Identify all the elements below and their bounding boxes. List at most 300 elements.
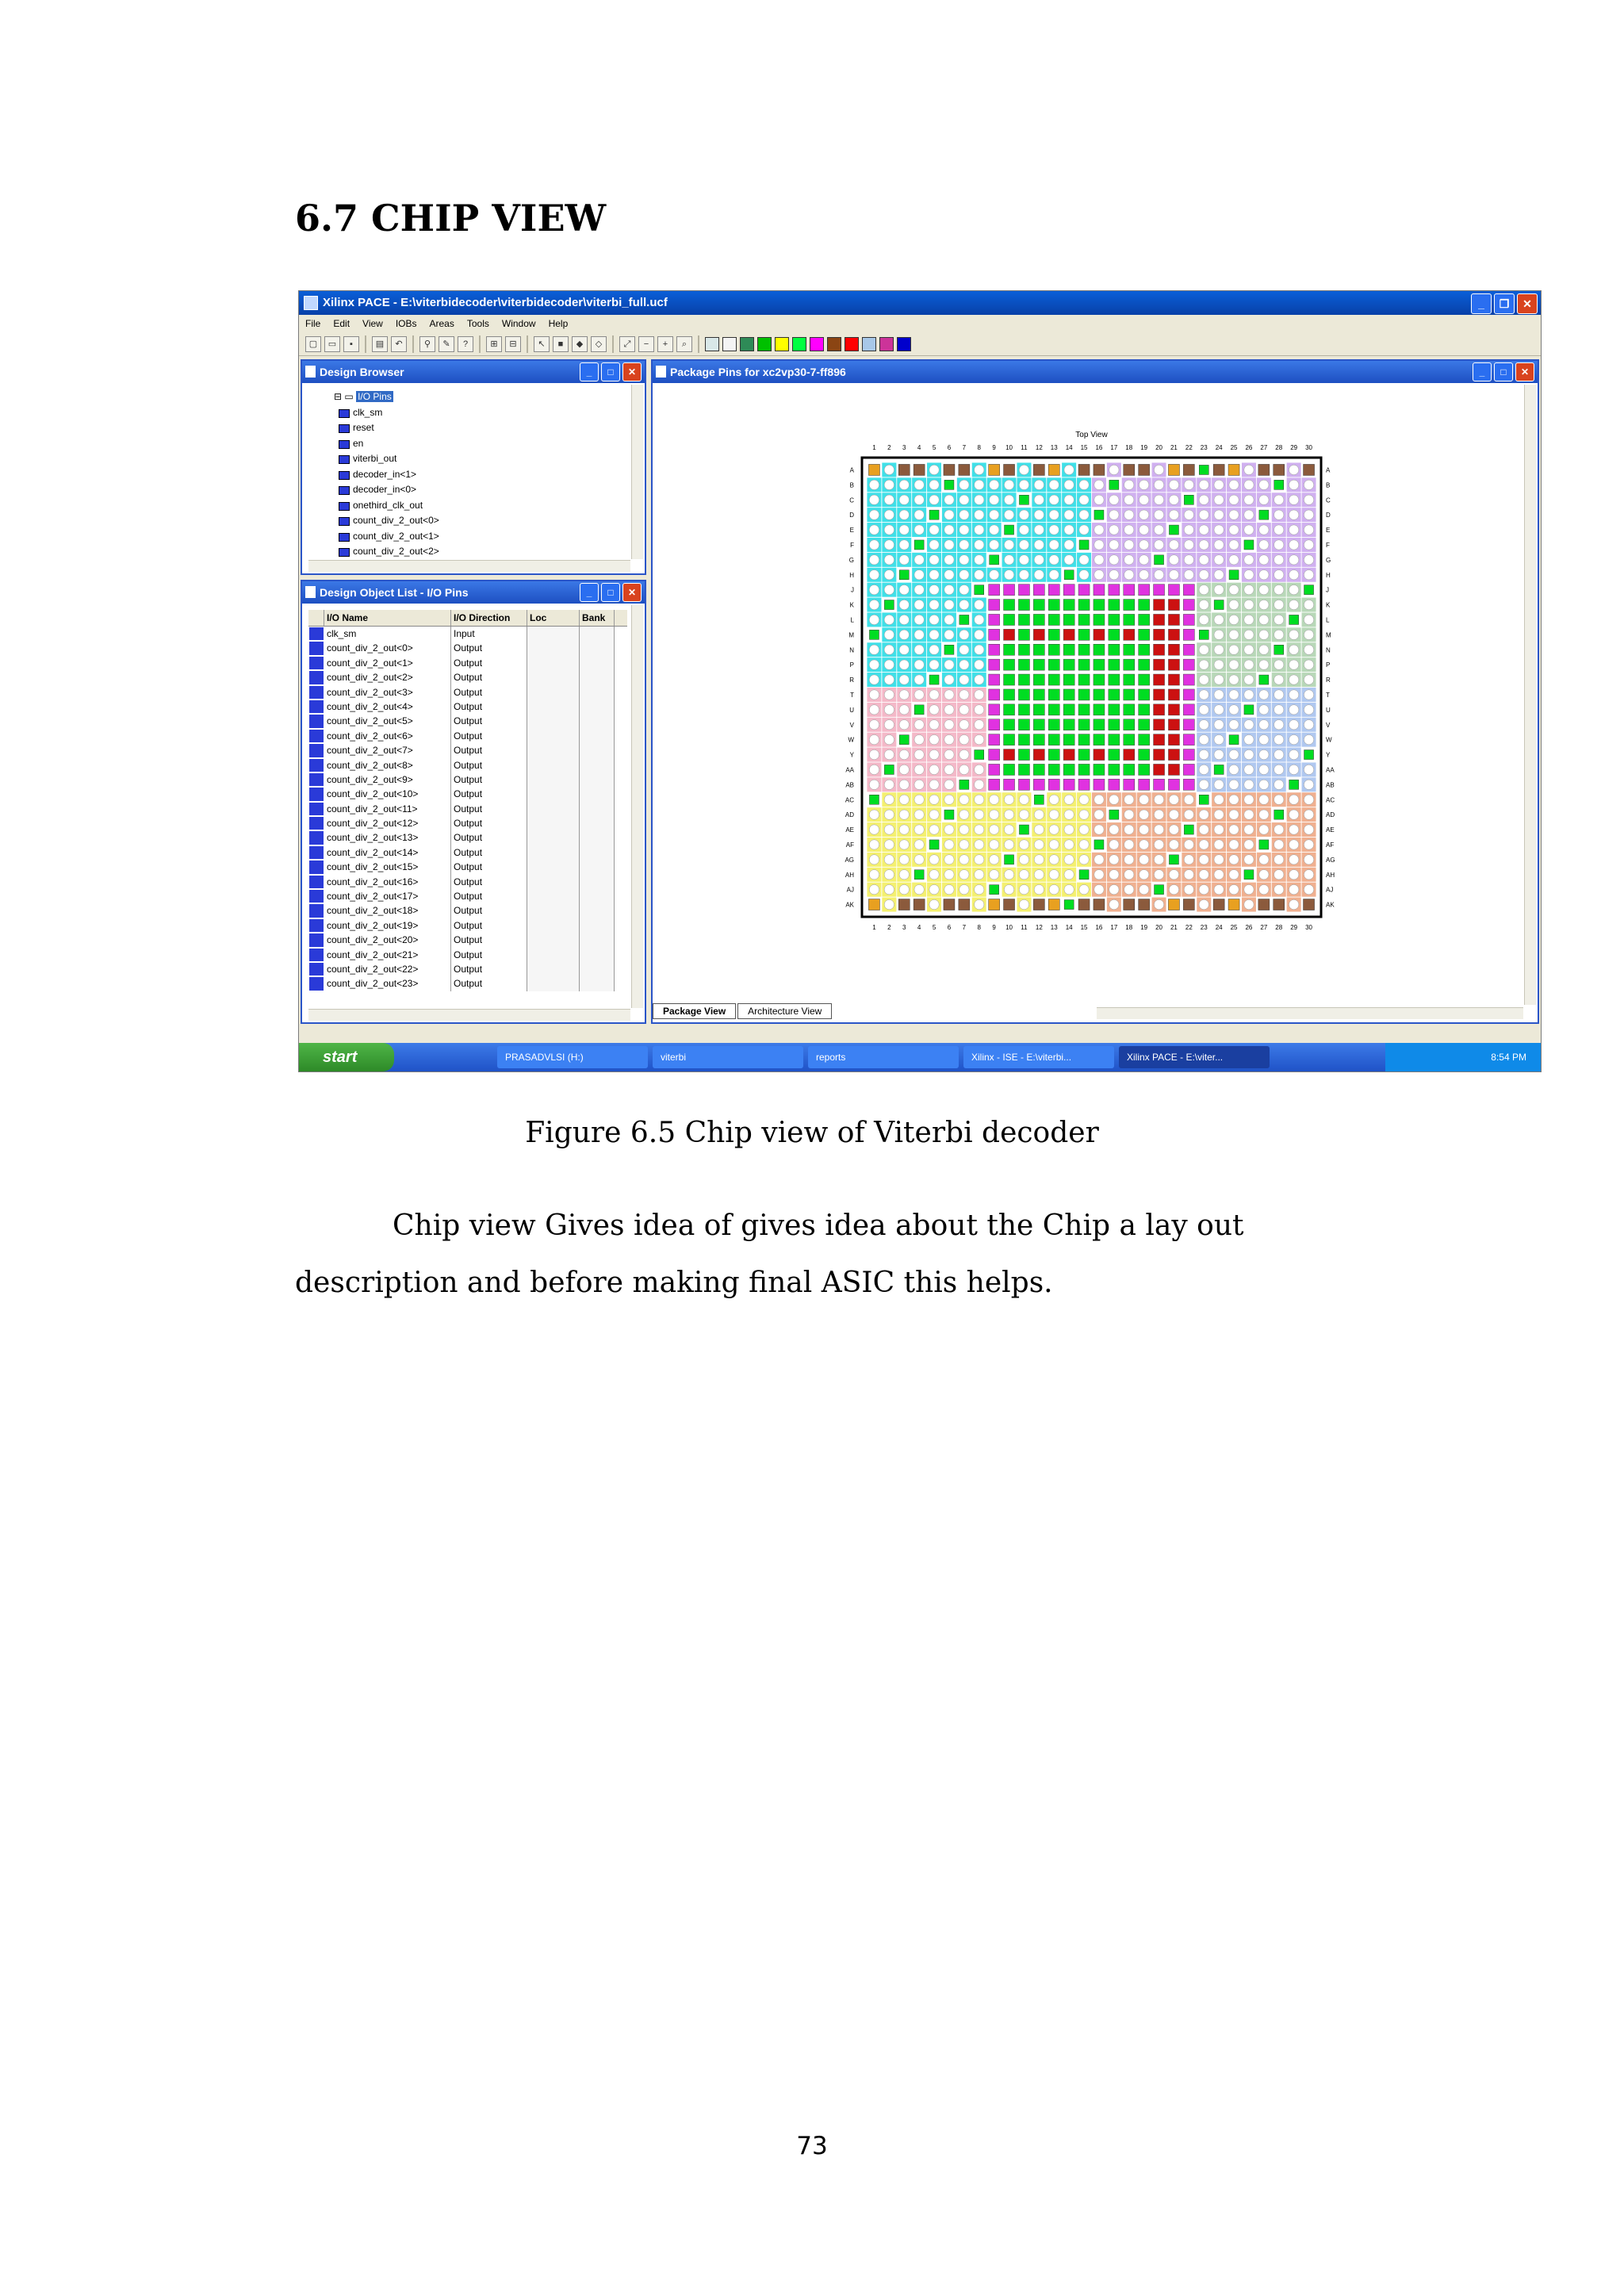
pin[interactable] [899, 495, 909, 504]
pin[interactable] [989, 495, 998, 504]
pin[interactable] [1244, 645, 1254, 654]
pin[interactable] [1169, 840, 1178, 849]
pin[interactable] [914, 540, 924, 550]
pin[interactable] [1183, 764, 1194, 775]
pin[interactable] [1064, 810, 1074, 819]
table-row[interactable]: count_div_2_out<11> Output [308, 802, 627, 816]
color-swatch[interactable] [810, 337, 824, 351]
pin[interactable] [1064, 825, 1074, 834]
pin[interactable] [1168, 899, 1179, 910]
pin[interactable] [1124, 870, 1134, 880]
pin[interactable] [989, 840, 998, 849]
pin[interactable] [1079, 510, 1089, 519]
pin[interactable] [1139, 825, 1148, 834]
pin[interactable] [1034, 480, 1044, 489]
pin[interactable] [1079, 825, 1089, 834]
pin[interactable] [1154, 764, 1165, 775]
pin[interactable] [1078, 629, 1090, 640]
pin[interactable] [869, 690, 879, 700]
pin[interactable] [1078, 600, 1090, 611]
pin[interactable] [1199, 840, 1208, 849]
pin[interactable] [1018, 689, 1029, 700]
color-swatch[interactable] [722, 337, 737, 351]
color-swatch[interactable] [897, 337, 911, 351]
pin[interactable] [1169, 540, 1178, 550]
pin[interactable] [1154, 689, 1165, 700]
pin[interactable] [1139, 510, 1148, 519]
pin[interactable] [1064, 795, 1074, 804]
pin[interactable] [929, 765, 939, 774]
pin[interactable] [899, 749, 909, 759]
pin[interactable] [959, 840, 969, 849]
pin[interactable] [959, 615, 969, 624]
pin[interactable] [1154, 779, 1165, 790]
pin[interactable] [1124, 704, 1135, 715]
pin[interactable] [899, 525, 909, 535]
pin[interactable] [1199, 825, 1208, 834]
pin[interactable] [1019, 510, 1028, 519]
pin[interactable] [1124, 855, 1134, 864]
tree-item[interactable]: count_div_2_out<1> [310, 529, 439, 545]
pin[interactable] [929, 525, 939, 535]
pin[interactable] [1154, 749, 1165, 761]
pin[interactable] [868, 899, 879, 910]
pin[interactable] [1199, 855, 1208, 864]
pin[interactable] [1139, 659, 1150, 670]
pin[interactable] [884, 840, 894, 849]
pin[interactable] [914, 870, 924, 880]
pin[interactable] [1214, 749, 1224, 759]
pin[interactable] [914, 720, 924, 730]
pin[interactable] [1064, 525, 1074, 535]
pin[interactable] [914, 749, 924, 759]
pin[interactable] [1064, 555, 1074, 565]
pin[interactable] [1183, 899, 1194, 910]
pin[interactable] [1169, 810, 1178, 819]
pin[interactable] [929, 630, 939, 639]
pin[interactable] [1289, 465, 1298, 474]
pin[interactable] [1289, 720, 1298, 730]
pin[interactable] [1139, 495, 1148, 504]
pin[interactable] [1199, 510, 1208, 519]
pin[interactable] [1274, 645, 1284, 654]
pin[interactable] [899, 630, 909, 639]
taskbar-item[interactable]: reports [808, 1046, 959, 1068]
pin[interactable] [1004, 480, 1013, 489]
pin[interactable] [1259, 705, 1269, 715]
pin[interactable] [1033, 674, 1044, 685]
color-swatch[interactable] [740, 337, 754, 351]
table-row[interactable]: count_div_2_out<9> Output [308, 772, 627, 787]
color-swatch[interactable] [775, 337, 789, 351]
pin[interactable] [1168, 600, 1179, 611]
pin[interactable] [1184, 510, 1193, 519]
pin[interactable] [1229, 555, 1239, 565]
pin[interactable] [1124, 749, 1135, 761]
pin[interactable] [989, 899, 1000, 910]
pin[interactable] [1289, 734, 1298, 744]
pin[interactable] [1139, 840, 1148, 849]
table-row[interactable]: count_div_2_out<23> Output [308, 976, 627, 991]
pin[interactable] [1063, 600, 1074, 611]
pin[interactable] [989, 855, 998, 864]
pin[interactable] [1018, 734, 1029, 746]
pin[interactable] [944, 855, 954, 864]
pin[interactable] [1229, 765, 1239, 774]
pin[interactable] [989, 719, 1000, 730]
pin[interactable] [989, 825, 998, 834]
pin[interactable] [1168, 629, 1179, 640]
pin[interactable] [914, 795, 924, 804]
pin[interactable] [1259, 884, 1269, 894]
pin[interactable] [1229, 735, 1239, 745]
pin[interactable] [1244, 555, 1254, 565]
pin[interactable] [1109, 525, 1119, 535]
pin[interactable] [1109, 540, 1119, 550]
pin[interactable] [1004, 495, 1013, 504]
pin[interactable] [1078, 644, 1090, 655]
pin[interactable] [989, 870, 998, 880]
pin[interactable] [929, 615, 939, 624]
pin[interactable] [1049, 810, 1059, 819]
pin[interactable] [1094, 764, 1105, 775]
pin[interactable] [1139, 480, 1148, 489]
pin[interactable] [944, 840, 954, 849]
pin[interactable] [1109, 764, 1120, 775]
pin[interactable] [1304, 840, 1313, 849]
pin[interactable] [1048, 659, 1059, 670]
pin[interactable] [1018, 719, 1029, 730]
pin[interactable] [1004, 600, 1015, 611]
pin[interactable] [1048, 764, 1059, 775]
pin[interactable] [1154, 644, 1165, 655]
pin[interactable] [975, 899, 984, 909]
pin[interactable] [1094, 570, 1104, 580]
pin[interactable] [989, 734, 1000, 746]
pin[interactable] [959, 899, 970, 910]
pin[interactable] [1214, 570, 1224, 580]
pin[interactable] [1244, 855, 1254, 864]
pin[interactable] [1078, 585, 1090, 596]
horizontal-scrollbar[interactable] [308, 1009, 630, 1021]
pin[interactable] [989, 795, 998, 804]
pin[interactable] [929, 540, 939, 550]
pin[interactable] [1289, 840, 1298, 849]
pin[interactable] [1259, 540, 1269, 550]
pin[interactable] [1183, 749, 1194, 761]
pin[interactable] [975, 480, 984, 489]
pin[interactable] [1063, 749, 1074, 761]
pin[interactable] [884, 705, 894, 715]
pin[interactable] [1034, 884, 1044, 894]
pin[interactable] [929, 495, 939, 504]
color-swatch[interactable] [879, 337, 894, 351]
pin[interactable] [1183, 779, 1194, 790]
pin[interactable] [869, 615, 879, 624]
pin[interactable] [1154, 629, 1165, 640]
pin[interactable] [1034, 825, 1044, 834]
pin[interactable] [869, 840, 879, 849]
pin[interactable] [1183, 614, 1194, 625]
pin[interactable] [884, 720, 894, 730]
pin[interactable] [1019, 870, 1028, 880]
pin[interactable] [1229, 810, 1239, 819]
pin[interactable] [1274, 660, 1284, 669]
pin[interactable] [1109, 840, 1119, 849]
pin[interactable] [1004, 810, 1013, 819]
pin[interactable] [1304, 495, 1313, 504]
pin[interactable] [975, 495, 984, 504]
pin[interactable] [1079, 570, 1089, 580]
pin[interactable] [959, 630, 969, 639]
pin[interactable] [1139, 540, 1148, 550]
pin[interactable] [899, 855, 909, 864]
pin[interactable] [1274, 765, 1284, 774]
pin[interactable] [1168, 734, 1179, 746]
pin[interactable] [1124, 570, 1134, 580]
pin[interactable] [884, 585, 894, 594]
pin[interactable] [1139, 764, 1150, 775]
pin[interactable] [1259, 585, 1269, 594]
tree-item[interactable]: count_div_2_out<2> [310, 544, 439, 560]
pin[interactable] [1199, 795, 1208, 804]
pin[interactable] [1259, 675, 1269, 684]
pin[interactable] [1229, 630, 1239, 639]
pin[interactable] [869, 675, 879, 684]
pin[interactable] [959, 690, 969, 700]
pin[interactable] [868, 464, 879, 475]
pin[interactable] [1229, 705, 1239, 715]
pin[interactable] [1109, 659, 1120, 670]
pin[interactable] [1183, 585, 1194, 596]
menu-file[interactable]: File [305, 318, 321, 329]
pin[interactable] [1169, 480, 1178, 489]
pin[interactable] [914, 899, 925, 910]
pin[interactable] [869, 495, 879, 504]
pin[interactable] [914, 510, 924, 519]
pin[interactable] [1033, 689, 1044, 700]
pin[interactable] [1139, 585, 1150, 596]
pin[interactable] [884, 765, 894, 774]
pin[interactable] [1154, 585, 1165, 596]
pin[interactable] [1199, 585, 1208, 594]
pin[interactable] [1168, 585, 1179, 596]
pin[interactable] [1168, 689, 1179, 700]
pin[interactable] [899, 690, 909, 700]
pin[interactable] [1078, 749, 1090, 761]
pin[interactable] [1049, 495, 1059, 504]
pin[interactable] [1259, 570, 1269, 580]
pin[interactable] [1259, 780, 1269, 789]
pin[interactable] [1199, 600, 1208, 609]
pin[interactable] [914, 495, 924, 504]
pin[interactable] [1048, 749, 1059, 761]
menu-help[interactable]: Help [548, 318, 569, 329]
pin[interactable] [1244, 899, 1254, 909]
tree-item[interactable]: clk_sm [310, 405, 439, 421]
pin[interactable] [1274, 734, 1284, 744]
pin[interactable] [929, 840, 939, 849]
pin[interactable] [1048, 719, 1059, 730]
pin[interactable] [1214, 795, 1224, 804]
pin[interactable] [1274, 615, 1284, 624]
pin[interactable] [944, 749, 954, 759]
pin[interactable] [1214, 675, 1224, 684]
pin[interactable] [975, 600, 984, 609]
pin[interactable] [1018, 629, 1029, 640]
pin[interactable] [1154, 600, 1165, 611]
pin[interactable] [899, 480, 909, 489]
pin[interactable] [1004, 795, 1013, 804]
pin[interactable] [1109, 719, 1120, 730]
pin[interactable] [1214, 884, 1224, 894]
pin[interactable] [869, 765, 879, 774]
pin[interactable] [989, 704, 1000, 715]
pin[interactable] [1033, 464, 1044, 475]
pin[interactable] [959, 705, 969, 715]
pin[interactable] [929, 780, 939, 789]
pin[interactable] [959, 884, 969, 894]
pin[interactable] [1259, 840, 1269, 849]
pin[interactable] [1244, 840, 1254, 849]
tree-item[interactable]: reset [310, 420, 439, 436]
pin[interactable] [1034, 810, 1044, 819]
pin[interactable] [1019, 480, 1028, 489]
find-icon[interactable]: ⚲ [419, 336, 435, 352]
pin[interactable] [898, 899, 910, 910]
pin[interactable] [944, 570, 954, 580]
pin[interactable] [944, 734, 954, 744]
pin[interactable] [959, 780, 969, 789]
pin[interactable] [869, 810, 879, 819]
pin[interactable] [1139, 525, 1148, 535]
pin[interactable] [1184, 540, 1193, 550]
pin[interactable] [1154, 855, 1163, 864]
pin[interactable] [1049, 855, 1059, 864]
pin[interactable] [1004, 614, 1015, 625]
pin[interactable] [1124, 764, 1135, 775]
pin[interactable] [1274, 675, 1284, 684]
pin[interactable] [1018, 779, 1029, 790]
pin[interactable] [1139, 884, 1148, 894]
pin[interactable] [989, 659, 1000, 670]
pin[interactable] [1229, 570, 1239, 580]
pin[interactable] [929, 585, 939, 594]
pin[interactable] [1199, 615, 1208, 624]
pin[interactable] [1229, 884, 1239, 894]
pin[interactable] [1168, 704, 1179, 715]
pin[interactable] [975, 870, 984, 880]
pin[interactable] [1048, 779, 1059, 790]
pin[interactable] [1124, 495, 1134, 504]
pin[interactable] [1304, 690, 1313, 700]
pin[interactable] [1064, 465, 1074, 474]
pin[interactable] [1289, 884, 1298, 894]
table-row[interactable]: count_div_2_out<2> Output [308, 670, 627, 684]
pin[interactable] [959, 525, 969, 535]
pin[interactable] [1304, 600, 1313, 609]
pin[interactable] [1004, 825, 1013, 834]
pin[interactable] [1229, 510, 1239, 519]
pin[interactable] [1094, 540, 1104, 550]
tree-item[interactable]: viterbi_out [310, 451, 439, 467]
pin[interactable] [1259, 600, 1269, 609]
pin[interactable] [1019, 570, 1028, 580]
pin[interactable] [1244, 795, 1254, 804]
pin[interactable] [1139, 704, 1150, 715]
pin[interactable] [1154, 614, 1165, 625]
pin[interactable] [1019, 555, 1028, 565]
pin[interactable] [1033, 734, 1044, 746]
pin[interactable] [1183, 644, 1194, 655]
pin[interactable] [899, 585, 909, 594]
pin[interactable] [989, 480, 998, 489]
pin[interactable] [1094, 659, 1105, 670]
pin[interactable] [1079, 884, 1089, 894]
pin[interactable] [1124, 464, 1135, 475]
pin[interactable] [1259, 630, 1269, 639]
pin[interactable] [929, 660, 939, 669]
pin[interactable] [1109, 644, 1120, 655]
pin[interactable] [1213, 464, 1224, 475]
column-header[interactable]: I/O Name [324, 610, 451, 626]
pin[interactable] [1019, 525, 1028, 535]
pin[interactable] [989, 585, 1000, 596]
maximize-button[interactable]: □ [1494, 362, 1513, 381]
pin[interactable] [1079, 525, 1089, 535]
pin[interactable] [1154, 840, 1163, 849]
pin[interactable] [1199, 525, 1208, 535]
pin[interactable] [1154, 570, 1163, 580]
pin[interactable] [1304, 630, 1313, 639]
pin[interactable] [990, 555, 999, 565]
pin[interactable] [929, 510, 939, 519]
pin[interactable] [975, 630, 984, 639]
pin[interactable] [1094, 495, 1104, 504]
pin[interactable] [914, 734, 924, 744]
pin[interactable] [899, 884, 909, 894]
pin[interactable] [1304, 884, 1313, 894]
pin[interactable] [1064, 884, 1074, 894]
pin[interactable] [1213, 899, 1224, 910]
pin[interactable] [1274, 884, 1284, 894]
pin[interactable] [929, 749, 939, 759]
pin[interactable] [884, 855, 894, 864]
pin[interactable] [1004, 629, 1015, 640]
pin[interactable] [1004, 674, 1015, 685]
help-icon[interactable]: ? [458, 336, 473, 352]
pin[interactable] [929, 570, 939, 580]
maximize-button[interactable]: □ [601, 362, 620, 381]
pin[interactable] [1004, 840, 1013, 849]
pin[interactable] [1109, 884, 1119, 894]
pin[interactable] [869, 749, 879, 759]
close-button[interactable]: ✕ [622, 583, 642, 602]
pin[interactable] [1004, 644, 1015, 655]
horizontal-scrollbar[interactable] [1097, 1007, 1523, 1019]
pin[interactable] [1214, 690, 1224, 700]
pin[interactable] [1244, 615, 1254, 624]
pin[interactable] [1018, 600, 1029, 611]
pin[interactable] [989, 540, 998, 550]
pin[interactable] [1244, 810, 1254, 819]
table-row[interactable]: count_div_2_out<20> Output [308, 933, 627, 947]
pin[interactable] [1169, 555, 1178, 565]
pin[interactable] [1214, 870, 1224, 880]
pin[interactable] [1274, 690, 1284, 700]
zoom-box-icon[interactable]: ⌕ [676, 336, 692, 352]
pin[interactable] [975, 615, 984, 624]
